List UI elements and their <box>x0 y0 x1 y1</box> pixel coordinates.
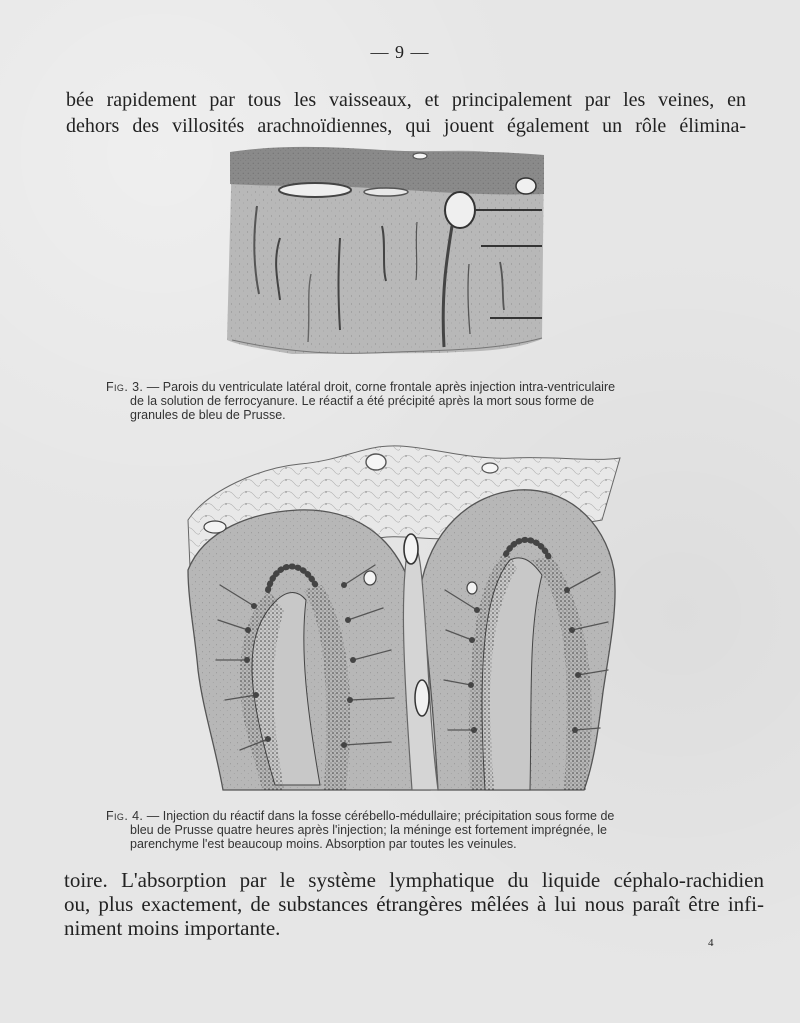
footnote-mark: 4 <box>708 937 714 949</box>
figure-4-caption <box>106 809 696 851</box>
bottom-paragraph-line-2: ou, plus exactement, de substances étrangères mêlées à lui nous paraît être infi- <box>64 892 764 916</box>
top-paragraph-line-1: bée rapidement par tous les vaisseaux, et principalement par les veines, en <box>66 89 746 111</box>
figure-4-caption-line-1 <box>106 809 696 823</box>
bottom-paragraph-line-3: niment moins importante. <box>64 916 281 940</box>
figure-3-caption-line-3: granules de bleu de Prusse. <box>130 408 286 422</box>
figure-4-caption-line-3: parenchyme l'est beaucoup moins. Absorption par toutes les veinules. <box>130 837 517 851</box>
figure-4-caption-text-1: — Injection du réactif dans la fosse cérébello-médullaire; précipitation sous forme de <box>143 809 615 823</box>
figure-3-label: Fig. 3. <box>106 380 144 394</box>
top-paragraph-line-2: dehors des villosités arachnoïdiennes, qui jouent également un rôle élimina- <box>66 115 746 137</box>
figure-3-caption-line-2: de la solution de ferrocyanure. Le réactif a été précipité après la mort sous forme de <box>130 394 595 408</box>
top-paragraph <box>66 87 746 139</box>
figure-3-caption-text-1: — Parois du ventriculate latéral droit, corne frontale après injection intra-ventriculaire <box>143 380 616 394</box>
figure-4-caption-line-2: bleu de Prusse quatre heures après l'injection; la méninge est fortement imprégnée, le <box>130 823 607 837</box>
figure-3-illustration <box>222 142 552 367</box>
figure-4-label: Fig. 4. <box>106 809 144 823</box>
figure-4-illustration <box>180 440 630 800</box>
bottom-paragraph <box>64 868 764 940</box>
figure-3-caption <box>106 380 696 422</box>
figure-3-caption-line-1 <box>106 380 696 394</box>
bottom-paragraph-line-1: toire. L'absorption par le système lymphatique du liquide céphalo-rachidien <box>64 868 764 892</box>
page-number: — 9 — <box>370 42 430 62</box>
